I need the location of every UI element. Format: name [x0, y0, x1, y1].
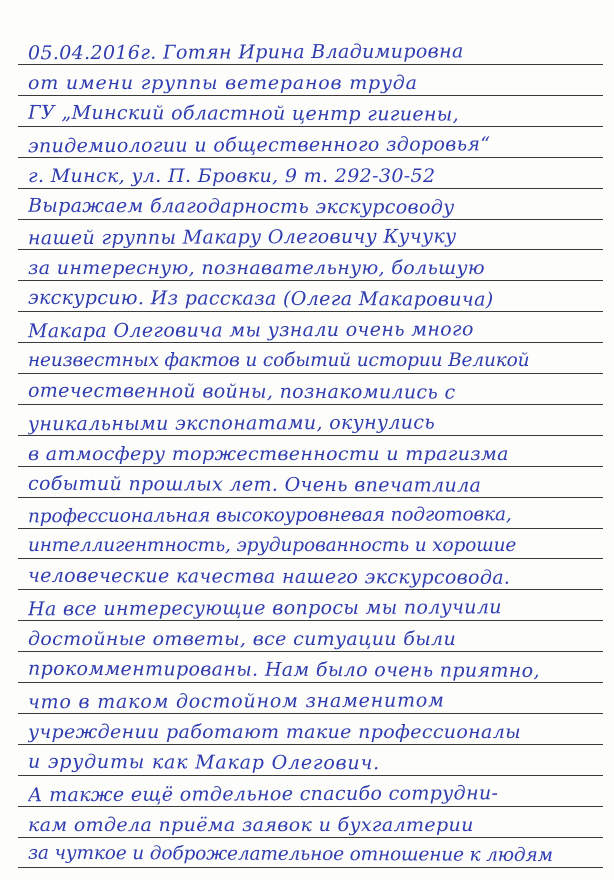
- handwritten-line: Макара Олеговича мы узнали очень много: [27, 318, 474, 343]
- handwritten-line: кам отдела приёма заявок и бухгалтерии: [28, 814, 474, 836]
- handwritten-line: На все интересующие вопросы мы получили: [27, 596, 502, 621]
- handwritten-line: 05.04.2016г. Готян Ирина Владимировна: [27, 40, 464, 65]
- handwritten-line: г. Минск, ул. П. Бровки, 9 т. 292-30-52: [28, 165, 436, 187]
- handwritten-line: человеческие качества нашего экскурсовода.: [27, 564, 511, 589]
- handwritten-line: за чуткое и доброжелательное отношение к людям: [27, 842, 553, 867]
- handwritten-line: эпидемиологии и общественного здоровья“: [27, 133, 491, 158]
- handwritten-line: за интересную, познавательную, большую: [28, 257, 485, 279]
- handwritten-line: достойные ответы, все ситуации были: [28, 628, 457, 650]
- handwritten-line: профессиональная высокоуровневая подготовка,: [27, 504, 512, 528]
- handwritten-line: неизвестных фактов и событий истории Великой: [28, 350, 530, 371]
- handwritten-line: от имени группы ветеранов труда: [28, 72, 418, 94]
- handwritten-line: событий прошлых лет. Очень впечатлила: [27, 472, 482, 497]
- handwritten-line: уникальными экспонатами, окунулись: [27, 411, 436, 436]
- handwritten-line: в атмосферу торжественности и трагизма: [28, 443, 509, 465]
- handwritten-line: учреждении работают такие профессионалы: [28, 721, 522, 743]
- handwritten-line: экскурсию. Из рассказа (Олега Макаровича): [27, 286, 494, 311]
- handwritten-line: интеллигентность, эрудированность и хорошие: [28, 535, 517, 556]
- handwritten-line: А также ещё отдельное спасибо сотрудни-: [27, 782, 499, 807]
- handwritten-line: ГУ „Минский областной центр гигиены,: [27, 101, 460, 126]
- handwritten-line: что в таком достойном знаменитом: [27, 689, 445, 714]
- handwritten-line: Выражаем благодарность экскурсоводу: [27, 194, 455, 219]
- handwritten-line: нашей группы Макару Олеговичу Кучуку: [27, 225, 457, 250]
- handwritten-line: отечественной войны, познакомились с: [27, 379, 456, 404]
- handwritten-line: и эрудиты как Макар Олегович.: [27, 750, 381, 775]
- handwritten-line: прокомментированы. Нам было очень приятно,: [27, 657, 540, 682]
